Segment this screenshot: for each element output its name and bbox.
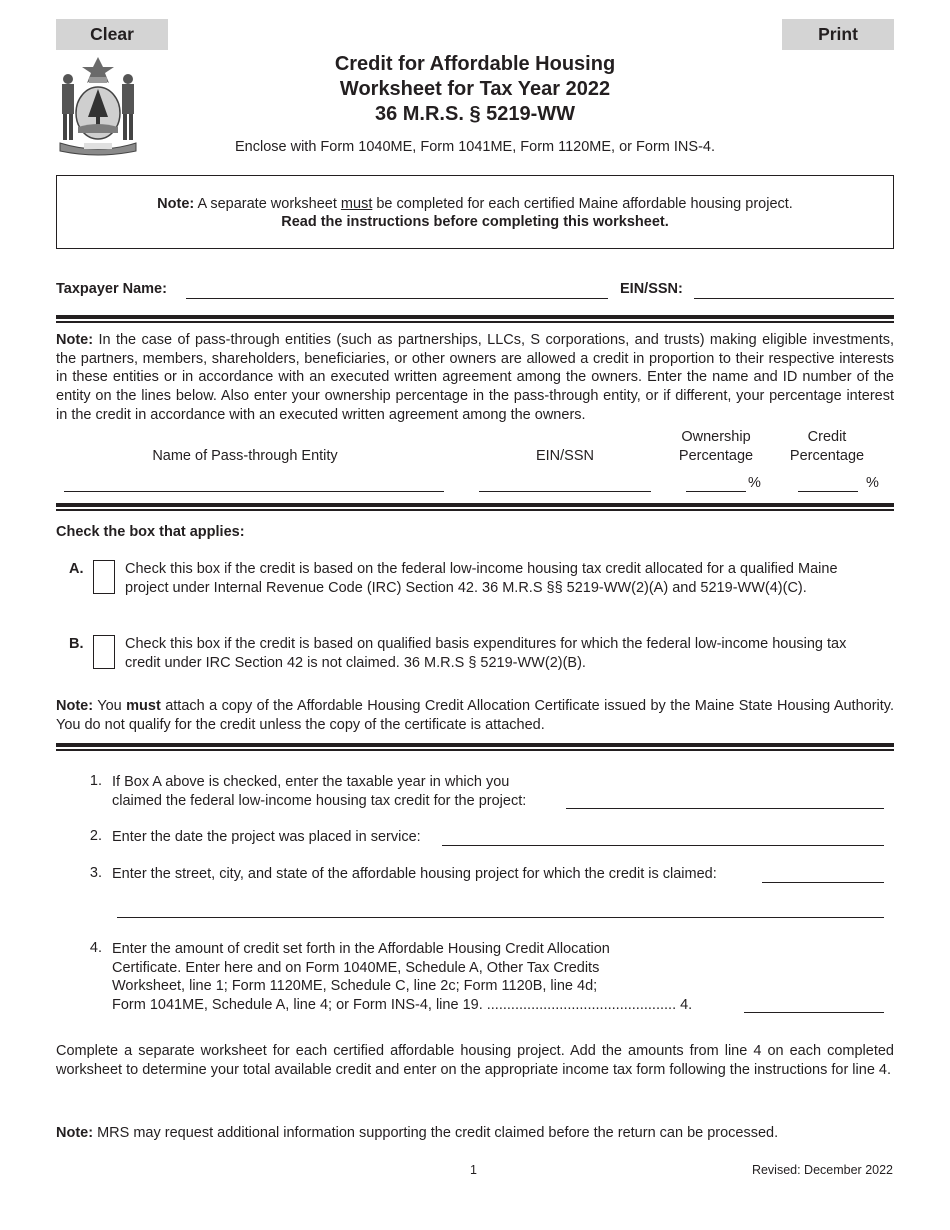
- box-b-line2: credit under IRC Section 42 is not claimed. 36 M.R.S § 5219-WW(2)(B).: [125, 654, 586, 671]
- final-note: [56, 1124, 894, 1143]
- line-3-text: Enter the street, city, and state of the affordable housing project for which the credit is claimed:: [112, 866, 717, 882]
- line-1-text-a: If Box A above is checked, enter the taxable year in which you: [112, 774, 510, 790]
- line-1-field[interactable]: [566, 791, 884, 809]
- line-4-text: [112, 940, 692, 1014]
- note-box-line1: [57, 195, 893, 213]
- section-divider-3-thin: [56, 749, 894, 751]
- ownership-percentage-field[interactable]: [686, 474, 746, 492]
- section-divider-2-thin: [56, 509, 894, 511]
- section-divider-thin: [56, 321, 894, 323]
- col-credit-line1: Credit: [807, 429, 847, 445]
- col-ownership-line1: Ownership: [681, 429, 751, 445]
- read-instructions-text: Read the instructions before completing this worksheet.: [281, 214, 669, 230]
- form-subtitle: Worksheet for Tax Year 2022: [339, 78, 611, 100]
- entity-ein-field[interactable]: [479, 474, 651, 492]
- enclose-instructions: Enclose with Form 1040ME, Form 1041ME, Form 1120ME, or Form INS-4.: [235, 139, 715, 155]
- line-4-text-a: Enter the amount of credit set forth in the Affordable Housing Credit Allocation: [112, 941, 610, 957]
- note-label: Note:: [157, 196, 195, 212]
- clear-button[interactable]: Clear: [56, 19, 168, 50]
- line-4-number: 4.: [89, 940, 102, 956]
- section-divider-2: [56, 503, 894, 507]
- check-box-heading: Check the box that applies:: [56, 524, 245, 540]
- line-2-text: Enter the date the project was placed in service:: [112, 829, 421, 845]
- box-a-label: A.: [69, 561, 84, 577]
- col-ein-ssn: EIN/SSN: [535, 448, 594, 464]
- credit-pct-sign: %: [866, 475, 879, 491]
- box-a-checkbox[interactable]: [93, 560, 115, 594]
- attach-note-label: Note:: [56, 698, 94, 714]
- line-1-number: 1.: [89, 773, 102, 789]
- taxpayer-ein-field[interactable]: [694, 281, 894, 299]
- box-a-text: [125, 560, 895, 597]
- line-1-text: [112, 773, 526, 810]
- section-divider-3: [56, 743, 894, 747]
- ein-ssn-label: EIN/SSN:: [620, 281, 683, 297]
- line-4-text-c: Worksheet, line 1; Form 1120ME, Schedule C, line 2c; Form 1120B, line 4d;: [112, 978, 598, 994]
- page-number: 1: [470, 1163, 477, 1177]
- note-box-line2: [57, 213, 893, 231]
- complete-separate-worksheet-text: Complete a separate worksheet for each certified affordable housing project. Add the amounts from line 4 on each completed worksheet to determine your total available credit and enter on the appropriate income tax form following the instructions for line 4.: [56, 1043, 894, 1078]
- maine-state-seal: [56, 55, 140, 159]
- line-2-number: 2.: [89, 828, 102, 844]
- final-note-label: Note:: [56, 1125, 94, 1141]
- taxpayer-name-field[interactable]: [186, 281, 608, 299]
- final-note-text: MRS may request additional information supporting the credit claimed before the return can be processed.: [93, 1125, 779, 1141]
- form-title: Credit for Affordable Housing: [334, 53, 616, 75]
- box-a-line1: Check this box if the credit is based on the federal low-income housing tax credit allocated for a qualified Maine: [125, 561, 838, 577]
- entity-name-field[interactable]: [64, 474, 444, 492]
- box-b-text: [125, 635, 895, 672]
- ownership-pct-sign: %: [748, 475, 761, 491]
- note-box: [56, 175, 894, 249]
- col-entity-name: Name of Pass-through Entity: [152, 448, 338, 464]
- line-4-text-d: Form 1041ME, Schedule A, line 4; or Form INS-4, line 19. ............................................... 4.: [112, 996, 693, 1013]
- print-button[interactable]: Print: [782, 19, 894, 50]
- taxpayer-name-label: Taxpayer Name:: [56, 281, 167, 297]
- line-3-field-continued[interactable]: [117, 900, 884, 918]
- attach-certificate-note: [56, 697, 894, 734]
- pass-through-note: [56, 331, 894, 425]
- col-ownership-line2: Percentage: [678, 448, 754, 464]
- attach-note-must: must: [126, 698, 161, 714]
- note-text-2: be completed for each certified Maine affordable housing project.: [372, 196, 793, 212]
- line-1-text-b: claimed the federal low-income housing tax credit for the project:: [112, 792, 527, 809]
- line-3-field[interactable]: [762, 865, 884, 883]
- note-must: must: [340, 196, 373, 212]
- note-text-1: A separate worksheet: [194, 196, 341, 212]
- box-b-label: B.: [69, 636, 84, 652]
- line-3-number: 3.: [89, 865, 102, 881]
- line-2-field[interactable]: [442, 828, 884, 846]
- attach-note-text-2: attach a copy of the Affordable Housing Credit Allocation Certificate issued by the Maine State Housing Authority. You do not qualify for the credit unless the copy of the certificate is attached.: [56, 698, 894, 733]
- line-4-amount-field[interactable]: [744, 995, 884, 1013]
- pass-through-note-label: Note:: [56, 332, 94, 348]
- credit-percentage-field[interactable]: [798, 474, 858, 492]
- attach-note-text-1: You: [93, 698, 127, 714]
- box-a-line2: project under Internal Revenue Code (IRC) Section 42. 36 M.R.S §§ 5219-WW(2)(A) and 5219-WW(4)(C).: [125, 579, 807, 596]
- line-4-text-b: Certificate. Enter here and on Form 1040ME, Schedule A, Other Tax Credits: [112, 959, 600, 976]
- box-b-checkbox[interactable]: [93, 635, 115, 669]
- box-b-line1: Check this box if the credit is based on qualified basis expenditures for which the federal low-income housing tax: [125, 636, 847, 652]
- revised-date: Revised: December 2022: [751, 1163, 893, 1177]
- pass-through-note-text: In the case of pass-through entities (such as partnerships, LLCs, S corporations, and trusts) making eligible investments, the partners, members, shareholders, beneficiaries, or other owners are allowed a credit in proportion to their respective interests in these entities or in accordance with an executed written agreement among the owners. Enter the name and ID number of the entity on the lines below. Also enter your ownership percentage in the pass-through entity, or if different, your percentage interest in the credit in accordance with an executed written agreement among the owners.: [56, 332, 894, 423]
- statute-reference: 36 M.R.S. § 5219-WW: [374, 103, 576, 125]
- section-divider: [56, 315, 894, 319]
- col-credit-line2: Percentage: [789, 448, 865, 464]
